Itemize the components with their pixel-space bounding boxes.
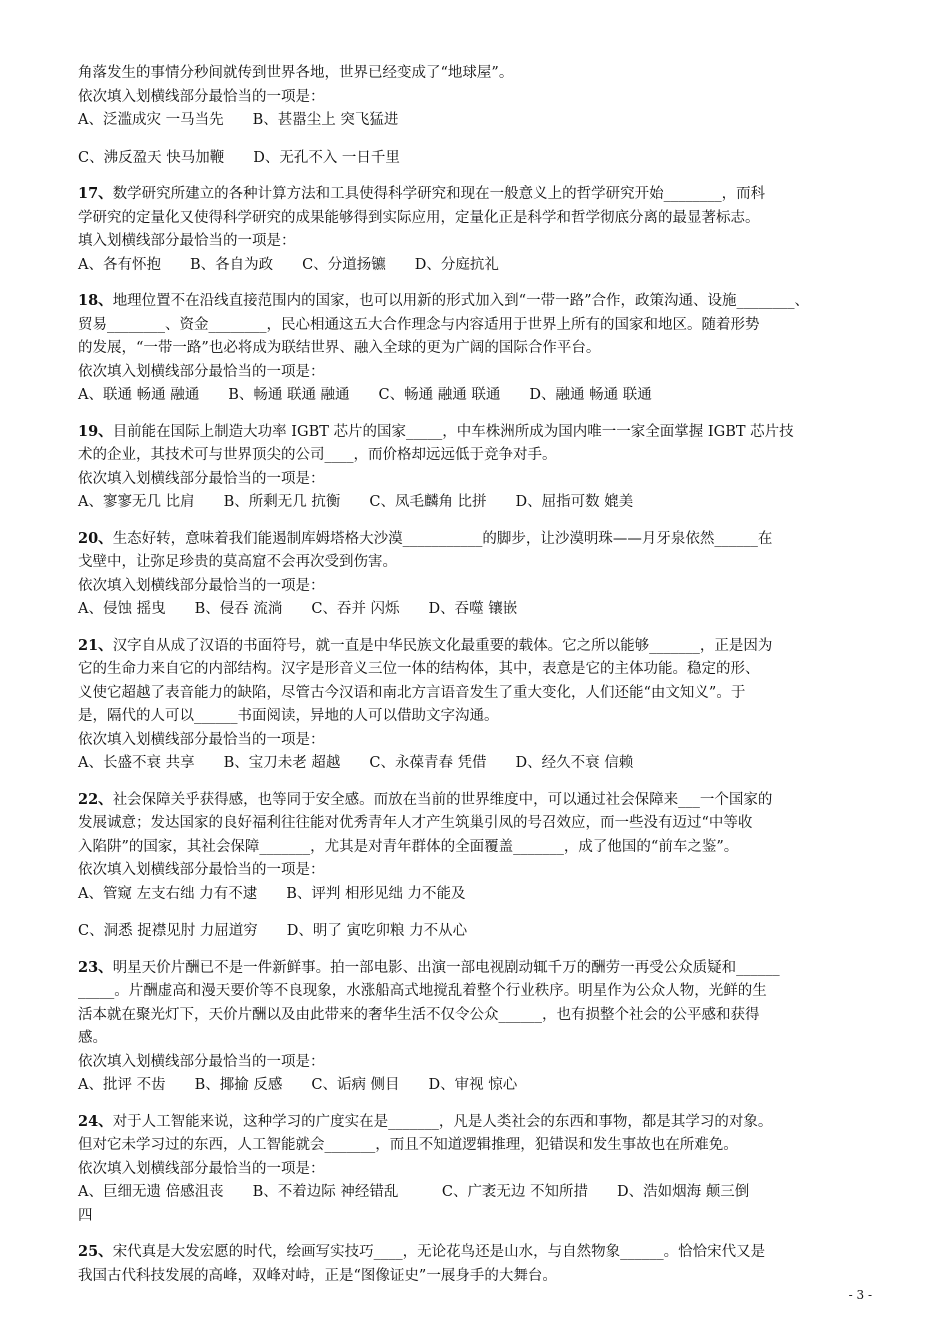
question-text: 目前能在国际上制造大功率 IGBT 芯片的国家_____，中车株洲所成为国内唯一一家全面掌握 IGBT 芯片技: [112, 423, 794, 440]
question-text-line: 入陷阱”的国家，其社会保障_______，尤其是对青年群体的全面覆盖_______，成了他国的“前车之鉴”。: [78, 838, 739, 855]
question-text-line: 但对它未学习过的东西，人工智能就会_______，而且不知道逻辑推理，犯错误和发生事故也在所难免。: [78, 1137, 738, 1153]
question-block: [78, 634, 878, 776]
question-text-line: [78, 182, 878, 207]
question-text-line: 我国古代科技发展的高峰，双峰对峙，正是“图像证史”一展身手的大舞台。: [78, 1267, 557, 1284]
question-text-line: [78, 1240, 878, 1265]
question-text-line: 术的企业，其技术可与世界顶尖的公司____，而价格却远远低于竞争对手。: [78, 447, 557, 463]
question-block: [78, 1110, 878, 1229]
question-text-line: [78, 788, 878, 813]
question-number: 20、: [78, 529, 113, 547]
question-text-line: [78, 956, 878, 981]
question-text: 汉字自从成了汉语的书面符号，就一直是中华民族文化最重要的载体。它之所以能够_______，正是因为: [112, 637, 773, 654]
question-text-line: 学研究的定量化又使得科学研究的成果能够得到实际应用，定量化正是科学和哲学彻底分离的最显著标志。: [78, 209, 760, 226]
question-number: 23、: [78, 958, 113, 976]
document-page: [78, 62, 878, 1288]
question-number: 25、: [78, 1243, 113, 1260]
question-prompt: 依次填入划横线部分最恰当的一项是：: [78, 363, 325, 380]
question-text: 宋代真是大发宏愿的时代，绘画写实技巧____，无论花鸟还是山水，与自然物象______。恰恰宋代又是: [112, 1244, 766, 1260]
question-text-line: 贸易________、资金________，民心相通这五大合作理念与内容适用于世界上所有的国家和地区。随着形势: [78, 316, 760, 333]
question-text-line: 的发展，“一带一路”也必将成为联结世界、融入全球的更为广阔的国际合作平台。: [78, 340, 601, 356]
answer-options-line: C、沸反盈天 快马加鞭 D、无孔不入 一日千里: [78, 149, 400, 166]
question-text-line: [78, 527, 878, 552]
question-number: 18、: [78, 292, 113, 309]
question-text-line: 感。: [78, 1030, 107, 1046]
question-text: 数学研究所建立的各种计算方法和工具使得科学研究和现在一般意义上的哲学研究开始________，而科: [112, 186, 766, 202]
question-text-line: [78, 1110, 878, 1135]
question-prompt: 依次填入划横线部分最恰当的一项是：: [78, 731, 325, 748]
question-text: 社会保障关乎获得感，也等同于安全感。而放在当前的世界维度中，可以通过社会保障来___一个国家的: [112, 791, 773, 808]
question-list: [78, 182, 878, 1288]
answer-options-line: A、批评 不齿 B、揶揄 反感 C、诟病 侧目 D、审视 惊心: [78, 1077, 518, 1093]
question-number: 17、: [78, 185, 113, 202]
question-text-line: 发展诚意；发达国家的良好福利往往能对优秀青年人才产生筑巢引凤的号召效应，而一些没有迈过“中等收: [78, 815, 753, 831]
answer-options-line: A、长盛不衰 共享 B、宝刀未老 超越 C、永葆青春 凭借 D、经久不衰 信赖: [78, 755, 634, 771]
question-prompt: 依次填入划横线部分最恰当的一项是：: [78, 1160, 325, 1177]
question-text: 生态好转，意味着我们能遏制库姆塔格大沙漠___________的脚步，让沙漠明珠——月牙泉依然______在: [112, 530, 773, 547]
question-block: [78, 182, 878, 277]
question-text-line: 义使它超越了表音能力的缺陷，尽管古今汉语和南北方言语音发生了重大变化，人们还能“由文知义”。于: [78, 684, 746, 701]
question-number: 22、: [78, 790, 113, 808]
question-prompt: 依次填入划横线部分最恰当的一项是：: [78, 1053, 325, 1070]
question-text-line: 活本就在聚光灯下，天价片酬以及由此带来的奢华生活不仅令公众______，也有损整个社会的公平感和获得: [78, 1006, 760, 1023]
question-block: [78, 527, 878, 622]
continued-question: [78, 62, 878, 170]
answer-options-line: A、寥寥无几 比肩 B、所剩无几 抗衡 C、凤毛麟角 比拼 D、屈指可数 媲美: [78, 494, 634, 510]
question-text-line: 它的生命力来自它的内部结构。汉字是形音义三位一体的结构体，其中，表意是它的主体功能。稳定的形、: [78, 661, 760, 677]
question-text-line: 戈壁中，让弥足珍贵的莫高窟不会再次受到伤害。: [78, 554, 397, 570]
question-number: 19、: [78, 422, 113, 440]
answer-options-line: A、管窥 左支右绌 力有不逮 B、评判 相形见绌 力不能及: [78, 885, 466, 902]
question-text: 明星天价片酬已不是一件新鲜事。拍一部电影、出演一部电视剧动辄千万的酬劳一再受公众质疑和______: [112, 959, 780, 976]
answer-options-line: A、各有怀抱 B、各自为政 C、分道扬镳 D、分庭抗礼: [78, 256, 499, 273]
answer-options-line: 四: [78, 1207, 93, 1224]
answer-options-line: A、巨细无遗 倍感沮丧 B、不着边际 神经错乱 C、广袤无边 不知所措 D、浩如烟海 颠三倒: [78, 1184, 750, 1200]
answer-options-line: A、联通 畅通 融通 B、畅通 联通 融通 C、畅通 融通 联通 D、融通 畅通 联通: [78, 387, 652, 403]
question-text-line: 是，隔代的人可以______书面阅读，异地的人可以借助文字沟通。: [78, 708, 499, 724]
answer-options-line: A、泛滥成灾 一马当先 B、甚嚣尘上 突飞猛进: [78, 112, 399, 128]
question-text-line: [78, 289, 878, 314]
question-block: [78, 1240, 878, 1288]
question-number: 24、: [78, 1112, 113, 1130]
question-block: [78, 956, 878, 1098]
question-prompt: 依次填入划横线部分最恰当的一项是：: [78, 577, 325, 594]
question-text: 对于人工智能来说，这种学习的广度实在是_______，凡是人类社会的东西和事物，都是其学习的对象。: [112, 1113, 773, 1130]
question-block: [78, 289, 878, 408]
answer-options-line: C、洞悉 捉襟见肘 力屈道穷 D、明了 寅吃卯粮 力不从心: [78, 923, 468, 939]
question-block: [78, 420, 878, 515]
question-prompt: 依次填入划横线部分最恰当的一项是：: [78, 88, 325, 105]
question-number: 21、: [78, 636, 113, 654]
page-number: - 3 -: [848, 1288, 872, 1302]
question-text: 地理位置不在沿线直接范围内的国家，也可以用新的形式加入到“一带一路”合作，政策沟通、设施________、: [112, 293, 810, 309]
question-text-line: 角落发生的事情分秒间就传到世界各地，世界已经变成了“地球屋”。: [78, 65, 514, 81]
question-block: [78, 788, 878, 944]
question-prompt: 填入划横线部分最恰当的一项是：: [78, 233, 296, 249]
question-prompt: 依次填入划横线部分最恰当的一项是：: [78, 470, 325, 487]
question-prompt: 依次填入划横线部分最恰当的一项是：: [78, 862, 325, 878]
question-text-line: [78, 420, 878, 445]
question-text-line: [78, 634, 878, 659]
question-text-line: _____。片酬虚高和漫天要价等不良现象，水涨船高式地搅乱着整个行业秩序。明星作为公众人物，光鲜的生: [78, 983, 767, 999]
answer-options-line: A、侵蚀 摇曳 B、侵吞 流淌 C、吞并 闪烁 D、吞噬 镶嵌: [78, 601, 518, 617]
